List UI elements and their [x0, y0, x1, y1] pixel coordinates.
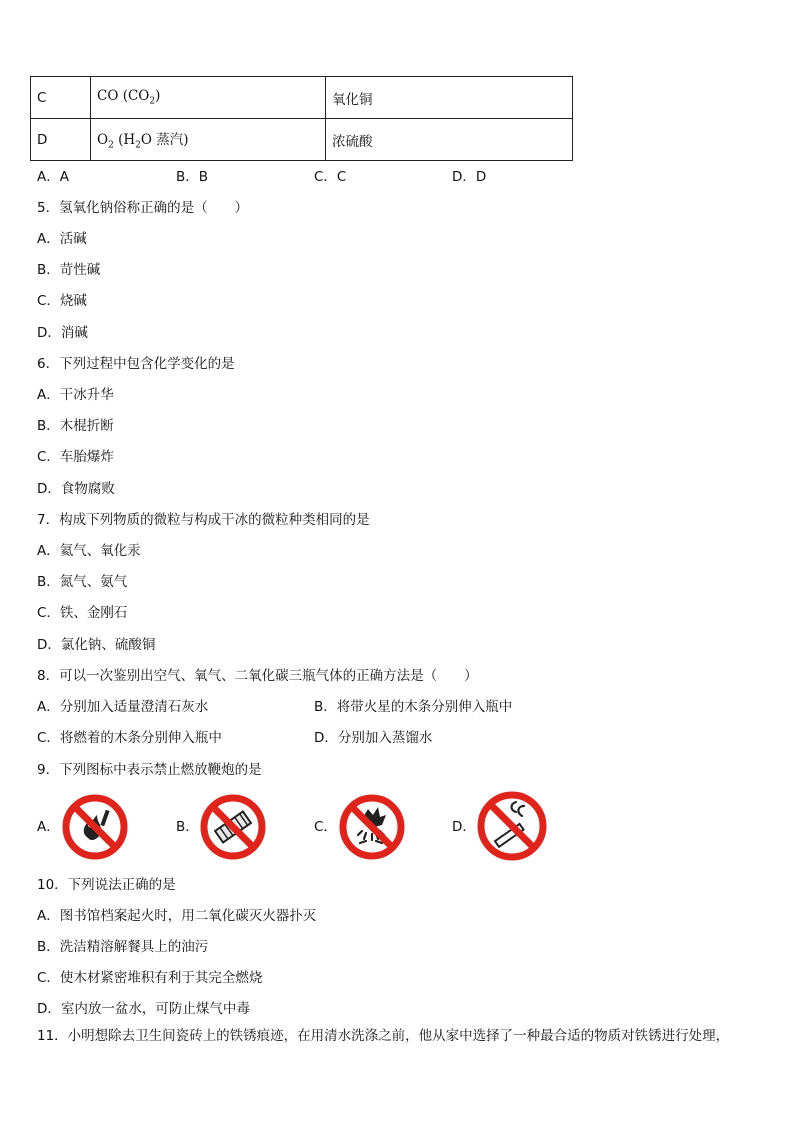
- q10-option-c[interactable]: C．使木材紧密堆积有利于其完全燃烧: [37, 970, 263, 986]
- q7-option-c[interactable]: C．铁、金刚石: [37, 605, 128, 621]
- reagent-table: [30, 76, 573, 161]
- q9-option-b[interactable]: B．: [176, 819, 199, 835]
- q7-option-d[interactable]: D．氯化钠、硫酸铜: [37, 637, 156, 653]
- q6-option-b[interactable]: B．木棍折断: [37, 418, 114, 434]
- q4-option-c[interactable]: C．C: [314, 169, 347, 185]
- q8-option-b[interactable]: B．将带火星的木条分别伸入瓶中: [314, 699, 513, 715]
- q8-stem: 8．可以一次鉴别出空气、氧气、二氧化碳三瓶气体的正确方法是（ ）: [37, 668, 478, 684]
- q10-option-a[interactable]: A．图书馆档案起火时，用二氧化碳灭火器扑灭: [37, 908, 317, 924]
- q5-option-a[interactable]: A．活碱: [37, 231, 87, 247]
- no-open-flame-sign-icon[interactable]: [61, 793, 129, 861]
- q6-option-c[interactable]: C．车胎爆炸: [37, 449, 114, 465]
- q8-option-c[interactable]: C．将燃着的木条分别伸入瓶中: [37, 730, 222, 746]
- substance-cell: CO $(CO_2)$: [91, 77, 326, 119]
- no-fireworks-sign-icon[interactable]: [199, 793, 267, 861]
- q6-option-d[interactable]: D．食物腐败: [37, 481, 115, 497]
- q10-stem: 10．下列说法正确的是: [37, 877, 176, 893]
- table-row: [31, 119, 573, 161]
- q8-option-a[interactable]: A．分别加入适量澄清石灰水: [37, 699, 209, 715]
- substance-cell: $O_2$ ($H_2O$ 蒸汽): [91, 119, 326, 161]
- q9-stem: 9．下列图标中表示禁止燃放鞭炮的是: [37, 762, 262, 778]
- q9-option-a[interactable]: A．: [37, 819, 60, 835]
- q4-option-a[interactable]: A．A: [37, 169, 69, 185]
- row-letter: D: [31, 119, 91, 161]
- q7-stem: 7．构成下列物质的微粒与构成干冰的微粒种类相同的是: [37, 512, 370, 528]
- q4-option-d[interactable]: D．D: [452, 169, 487, 185]
- no-smoking-sign-icon[interactable]: [476, 790, 544, 858]
- reagent-cell: 浓硫酸: [326, 119, 573, 161]
- q6-option-a[interactable]: A．干冰升华: [37, 387, 114, 403]
- q5-option-d[interactable]: D．消碱: [37, 325, 88, 341]
- reagent-cell: 氧化铜: [326, 77, 573, 119]
- q11-stem: 11．小明想除去卫生间瓷砖上的铁锈痕迹，在用清水洗涤之前，他从家中选择了一种最合适的物质对铁锈进行处理，: [37, 1028, 730, 1044]
- q5-option-b[interactable]: B．苛性碱: [37, 262, 101, 278]
- q9-option-d[interactable]: D．: [452, 819, 476, 835]
- row-letter: C: [31, 77, 91, 119]
- q6-stem: 6．下列过程中包含化学变化的是: [37, 356, 235, 372]
- q5-option-c[interactable]: C．烧碱: [37, 293, 87, 309]
- q5-stem: 5．氢氧化钠俗称正确的是（ ）: [37, 200, 249, 216]
- q7-option-a[interactable]: A．氦气、氧化汞: [37, 543, 141, 559]
- q9-option-c[interactable]: C．: [314, 819, 337, 835]
- q4-option-b[interactable]: B．B: [176, 169, 209, 185]
- table-row: [31, 77, 573, 119]
- q8-option-d[interactable]: D．分别加入蒸馏水: [314, 730, 433, 746]
- q10-option-b[interactable]: B．洗洁精溶解餐具上的油污: [37, 939, 209, 955]
- q10-option-d[interactable]: D．室内放一盆水，可防止煤气中毒: [37, 1001, 250, 1017]
- no-explosives-sign-icon[interactable]: [338, 793, 406, 861]
- q7-option-b[interactable]: B．氮气、氨气: [37, 574, 128, 590]
